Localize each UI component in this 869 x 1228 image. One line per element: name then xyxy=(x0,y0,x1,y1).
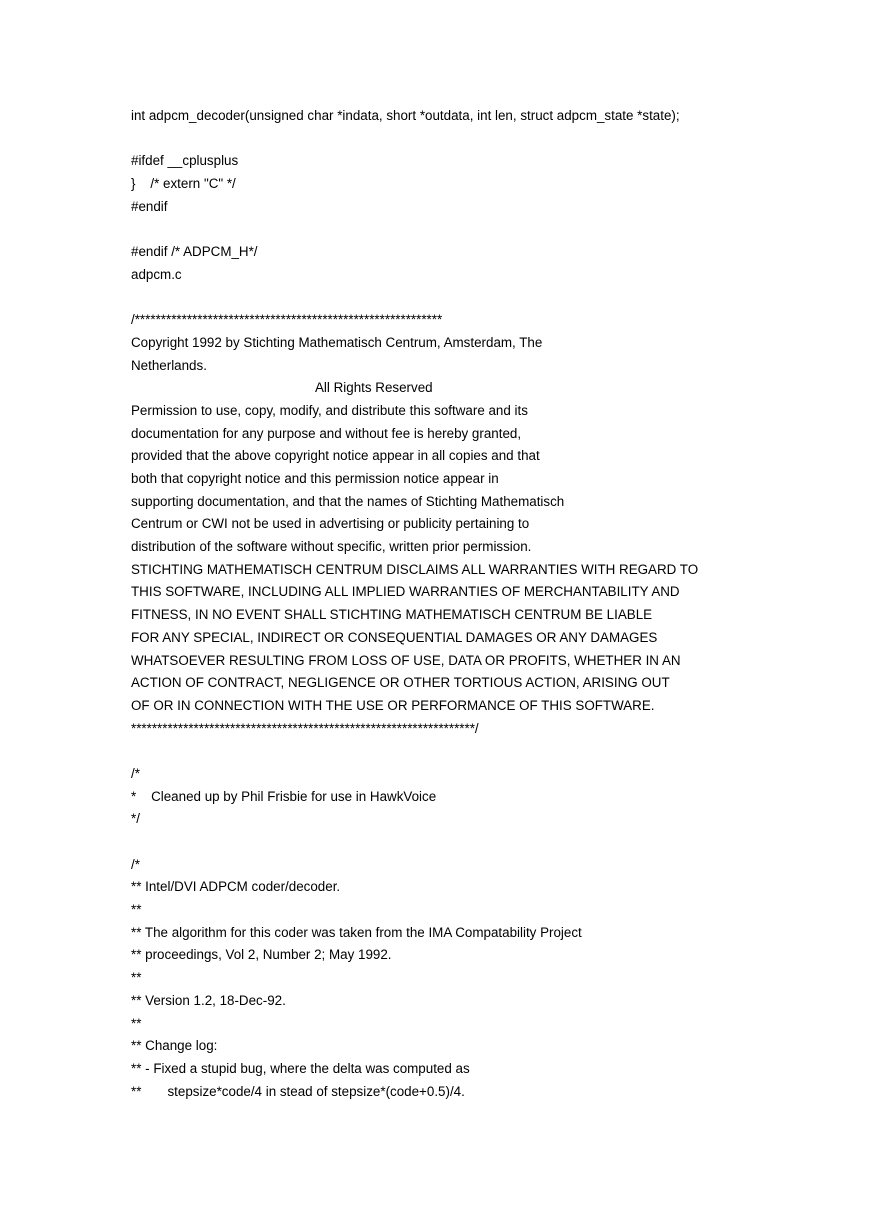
text-line: int adpcm_decoder(unsigned char *indata, short *outdata, int len, struct adpcm_state *state); xyxy=(131,108,680,123)
text-line: ** The algorithm for this coder was taken from the IMA Compatability Project xyxy=(131,924,582,940)
text-line: #endif /* ADPCM_H*/ xyxy=(131,244,258,260)
text-line: /* xyxy=(131,856,140,872)
text-line: ** xyxy=(131,902,142,918)
text-line: FOR ANY SPECIAL, INDIRECT OR CONSEQUENTIAL DAMAGES OR ANY DAMAGES xyxy=(131,629,658,645)
text-line: Copyright 1992 by Stichting Mathematisch Centrum, Amsterdam, The xyxy=(131,334,543,350)
text-line: adpcm.c xyxy=(131,266,182,282)
text-line: Netherlands. xyxy=(131,357,207,373)
blank-line xyxy=(131,740,831,763)
text-line: #ifdef __cplusplus xyxy=(131,153,239,169)
text-line: STICHTING MATHEMATISCH CENTRUM DISCLAIMS ALL WARRANTIES WITH REGARD TO xyxy=(131,561,699,577)
text-line: documentation for any purpose and without fee is hereby granted, xyxy=(131,425,522,441)
text-line: WHATSOEVER RESULTING FROM LOSS OF USE, DATA OR PROFITS, WHETHER IN AN xyxy=(131,652,681,668)
text-line: /*********************************************************** xyxy=(131,312,443,328)
text-line: ** xyxy=(131,970,142,986)
source-text xyxy=(131,105,831,1103)
text-line: FITNESS, IN NO EVENT SHALL STICHTING MATHEMATISCH CENTRUM BE LIABLE xyxy=(131,607,653,623)
text-line: #endif xyxy=(131,198,168,214)
blank-line xyxy=(131,831,831,854)
text-line: OF OR IN CONNECTION WITH THE USE OR PERFORMANCE OF THIS SOFTWARE. xyxy=(131,697,655,713)
text-line: ******************************************************************/ xyxy=(131,720,479,736)
text-line: THIS SOFTWARE, INCLUDING ALL IMPLIED WARRANTIES OF MERCHANTABILITY AND xyxy=(131,584,680,600)
text-line: All Rights Reserved xyxy=(315,380,433,396)
text-line: /* xyxy=(131,765,140,781)
text-line: ** stepsize*code/4 in stead of stepsize*(code+0.5)/4. xyxy=(131,1083,465,1099)
text-line: */ xyxy=(131,811,140,827)
text-line: ACTION OF CONTRACT, NEGLIGENCE OR OTHER TORTIOUS ACTION, ARISING OUT xyxy=(131,675,670,691)
text-line: ** proceedings, Vol 2, Number 2; May 1992. xyxy=(131,947,392,963)
text-line: Centrum or CWI not be used in advertising or publicity pertaining to xyxy=(131,516,530,532)
blank-line xyxy=(131,128,831,151)
text-line: ** Intel/DVI ADPCM coder/decoder. xyxy=(131,879,341,895)
text-line: } /* extern "C" */ xyxy=(131,176,236,192)
text-line: supporting documentation, and that the names of Stichting Mathematisch xyxy=(131,493,565,509)
blank-line xyxy=(131,287,831,310)
text-line: distribution of the software without specific, written prior permission. xyxy=(131,539,532,555)
blank-line xyxy=(131,218,831,241)
text-line: ** Change log: xyxy=(131,1038,218,1054)
text-line: ** xyxy=(131,1015,142,1031)
text-line: ** Version 1.2, 18-Dec-92. xyxy=(131,992,286,1008)
text-line: ** - Fixed a stupid bug, where the delta was computed as xyxy=(131,1060,470,1076)
text-line: both that copyright notice and this permission notice appear in xyxy=(131,471,499,486)
text-line: Permission to use, copy, modify, and distribute this software and its xyxy=(131,402,528,418)
text-line: provided that the above copyright notice appear in all copies and that xyxy=(131,448,540,464)
text-line: * Cleaned up by Phil Frisbie for use in HawkVoice xyxy=(131,788,437,804)
